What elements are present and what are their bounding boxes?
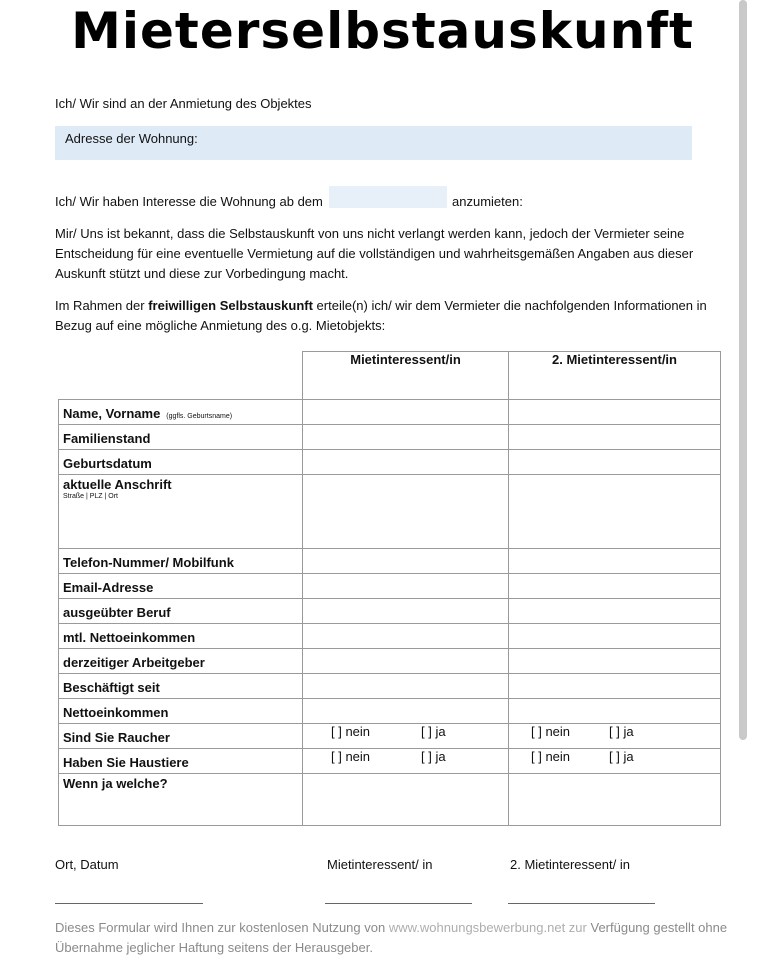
row-label-cell (59, 699, 303, 724)
input-cell-tenant2[interactable] (509, 450, 721, 475)
interest-prefix: Ich/ Wir haben Interesse die Wohnung ab dem (55, 194, 323, 209)
address-label: Adresse der Wohnung: (65, 131, 198, 146)
move-in-date-field[interactable] (329, 186, 447, 208)
input-cell-tenant2[interactable] (509, 400, 721, 425)
table-row (59, 400, 721, 425)
input-cell-tenant2[interactable] (509, 574, 721, 599)
row-label-cell (59, 475, 303, 549)
table-row (59, 624, 721, 649)
row-label: derzeitiger Arbeitgeber (63, 655, 205, 670)
input-cell-tenant2[interactable] (509, 475, 721, 549)
intro-line: Ich/ Wir sind an der Anmietung des Objektes (55, 96, 312, 111)
input-cell-tenant2[interactable] (509, 724, 721, 749)
option-no-checkbox[interactable]: [ ] nein (331, 724, 371, 739)
row-label-cell (59, 425, 303, 450)
column-header-tenant2: 2. Mietinteressent/in (509, 352, 721, 400)
row-label-cell (59, 724, 303, 749)
option-no-checkbox[interactable]: [ ] nein (531, 724, 571, 739)
option-yes-checkbox[interactable]: [ ] ja (609, 724, 634, 739)
sig-tenant2: 2. Mietinteressent/ in (510, 857, 630, 872)
row-label: mtl. Nettoeinkommen (63, 630, 196, 645)
table-row (59, 574, 721, 599)
row-label: Nettoeinkommen (63, 705, 169, 720)
input-cell-tenant1[interactable] (303, 724, 509, 749)
input-cell-tenant2[interactable] (509, 599, 721, 624)
table-row (59, 724, 721, 749)
input-cell-tenant1[interactable] (303, 699, 509, 724)
row-label-cell (59, 624, 303, 649)
row-label: Geburtsdatum (63, 456, 152, 471)
input-cell-tenant2[interactable] (509, 774, 721, 826)
row-label-cell (59, 574, 303, 599)
row-label: Sind Sie Raucher (63, 730, 170, 745)
input-cell-tenant2[interactable] (509, 624, 721, 649)
table-row (59, 699, 721, 724)
row-sub: Straße | PLZ | Ort (63, 493, 118, 500)
row-hint: (ggfls. Geburtsname) (166, 413, 233, 420)
table-row (59, 425, 721, 450)
option-yes-checkbox[interactable]: [ ] ja (421, 724, 446, 739)
input-cell-tenant1[interactable] (303, 649, 509, 674)
row-label: Familienstand (63, 431, 151, 446)
scrollbar[interactable] (739, 0, 747, 740)
row-label: Haben Sie Haustiere (63, 755, 189, 770)
input-cell-tenant2[interactable] (509, 699, 721, 724)
input-cell-tenant1[interactable] (303, 574, 509, 599)
input-cell-tenant2[interactable] (509, 649, 721, 674)
row-label: Wenn ja welche? (63, 776, 168, 791)
table-row (59, 749, 721, 774)
table-row (59, 549, 721, 574)
option-no-checkbox[interactable]: [ ] nein (531, 749, 571, 764)
interest-suffix: anzumieten: (452, 194, 523, 209)
option-no-checkbox[interactable]: [ ] nein (331, 749, 371, 764)
address-field[interactable] (55, 126, 692, 160)
row-label-cell (59, 749, 303, 774)
footer-post: Verfügung gestellt ohne Übernahme jeglicher Haftung seitens der Herausgeber. (55, 920, 728, 955)
input-cell-tenant1[interactable] (303, 599, 509, 624)
table-row (59, 674, 721, 699)
input-cell-tenant1[interactable] (303, 674, 509, 699)
frame-bold: freiwilligen Selbstauskunft (148, 298, 313, 313)
row-label: Telefon-Nummer/ Mobilfunk (63, 555, 234, 570)
input-cell-tenant1[interactable] (303, 450, 509, 475)
row-label: ausgeübter Beruf (63, 605, 171, 620)
frame-pre: Im Rahmen der (55, 298, 145, 313)
row-label-cell (59, 450, 303, 475)
table-row (59, 774, 721, 826)
table-row (59, 599, 721, 624)
applicant-table (58, 351, 721, 826)
footer-pre: Dieses Formular wird Ihnen zur kostenlosen Nutzung von (55, 920, 386, 935)
notice-paragraph: Mir/ Uns ist bekannt, dass die Selbstauskunft von uns nicht verlangt werden kann, jedoch der Vermieter seine Entscheidung für eine eventuelle Vermietung auf die vollständigen und wahrheitsgemäßen Angaben aus dieser Auskunft stützt und diese zur Vorbedingung macht. (55, 226, 694, 281)
input-cell-tenant1[interactable] (303, 749, 509, 774)
row-label-cell (59, 400, 303, 425)
table-row (59, 649, 721, 674)
row-label: Email-Adresse (63, 580, 154, 595)
sig-line-tenant1[interactable] (325, 903, 472, 904)
sig-tenant1: Mietinteressent/ in (327, 857, 433, 872)
input-cell-tenant2[interactable] (509, 749, 721, 774)
input-cell-tenant1[interactable] (303, 624, 509, 649)
input-cell-tenant2[interactable] (509, 425, 721, 450)
table-row (59, 450, 721, 475)
row-label-cell (59, 774, 303, 826)
column-header-tenant1: Mietinteressent/in (303, 352, 509, 400)
option-yes-checkbox[interactable]: [ ] ja (421, 749, 446, 764)
input-cell-tenant1[interactable] (303, 549, 509, 574)
input-cell-tenant1[interactable] (303, 400, 509, 425)
sig-place-date: Ort, Datum (55, 857, 119, 872)
input-cell-tenant1[interactable] (303, 774, 509, 826)
frame-paragraph (55, 296, 725, 336)
footer-disclaimer (55, 918, 735, 958)
input-cell-tenant2[interactable] (509, 549, 721, 574)
row-label: aktuelle Anschrift (63, 477, 172, 492)
row-label-cell (59, 674, 303, 699)
option-yes-checkbox[interactable]: [ ] ja (609, 749, 634, 764)
table-corner (59, 352, 303, 400)
page-title: Mieterselbstauskunft (71, 2, 694, 60)
row-label-cell (59, 549, 303, 574)
row-label: Name, Vorname (63, 406, 161, 421)
input-cell-tenant1[interactable] (303, 425, 509, 450)
table-row (59, 475, 721, 549)
input-cell-tenant2[interactable] (509, 674, 721, 699)
footer-url[interactable]: www.wohnungsbewerbung.net zur (388, 920, 587, 935)
row-label: Beschäftigt seit (63, 680, 160, 695)
input-cell-tenant1[interactable] (303, 475, 509, 549)
row-label-cell (59, 649, 303, 674)
frame-post: erteile(n) ich/ wir dem Vermieter die nachfolgenden Informationen in Bezug auf eine mögliche Anmietung des o.g. Mietobjekts: (55, 298, 707, 333)
row-label-cell (59, 599, 303, 624)
sig-line-tenant2[interactable] (508, 903, 655, 904)
sig-line-place-date[interactable] (55, 903, 203, 904)
